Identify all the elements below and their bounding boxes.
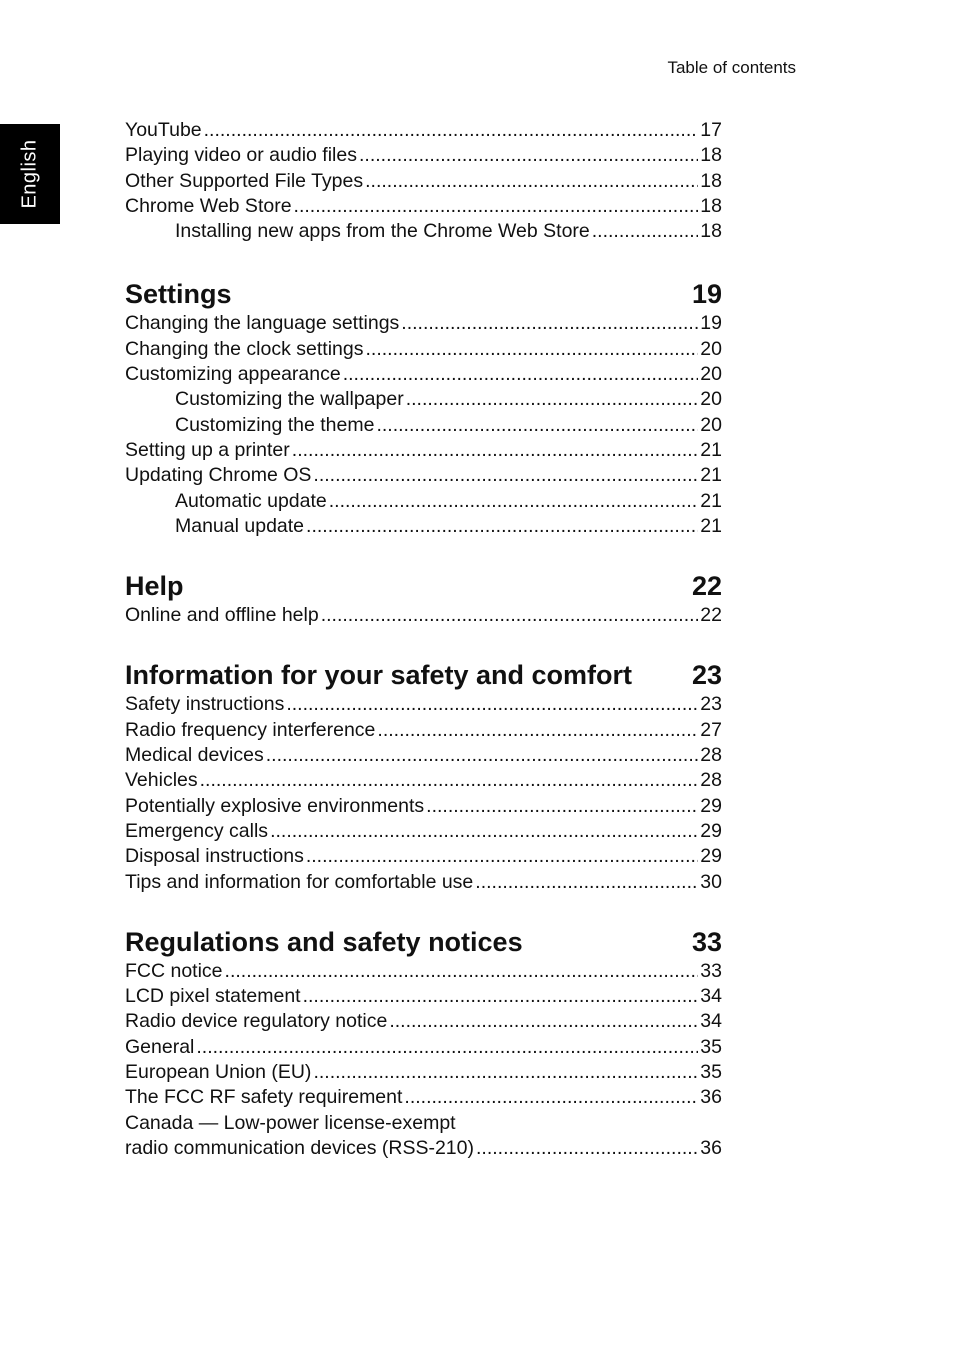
toc-entry-page: 21: [700, 489, 722, 512]
toc-entry-page: 29: [700, 819, 722, 842]
toc-entry-page: 34: [700, 985, 722, 1008]
toc-entry-canada-line2[interactable]: [125, 1136, 722, 1161]
toc-entry-page: 36: [700, 1086, 722, 1109]
toc-entry-comfortable-use[interactable]: [125, 870, 722, 895]
toc-entry-label: General: [125, 1035, 195, 1058]
language-tab-label: English: [18, 139, 41, 209]
toc-entry-safety-instructions[interactable]: [125, 692, 722, 717]
toc-entry-installing-apps[interactable]: [125, 219, 722, 244]
toc-entry-lcd-pixel[interactable]: [125, 984, 722, 1009]
toc-entry-page: 18: [700, 144, 722, 167]
toc-entry-label: Installing new apps from the Chrome Web Store: [175, 220, 590, 243]
toc-entry-label: Disposal instructions: [125, 845, 304, 868]
section-page: 22: [691, 571, 722, 602]
toc-entry-page: 30: [700, 870, 722, 893]
toc-entry-radio-device-notice[interactable]: [125, 1009, 722, 1034]
dot-leader: [376, 413, 698, 438]
section-title: Information for your safety and comfort: [125, 660, 633, 691]
toc-entry-page: 28: [700, 744, 722, 767]
toc-entry-updating-chrome-os[interactable]: [125, 463, 722, 488]
toc-entry-page: 35: [700, 1035, 722, 1058]
toc-entry-label: Online and offline help: [125, 604, 319, 627]
section-page: 23: [691, 660, 722, 691]
toc-entry-label: Changing the clock settings: [125, 337, 364, 360]
dot-leader: [404, 1085, 698, 1110]
toc-entry-manual-update[interactable]: [125, 514, 722, 539]
toc-entry-playing-video[interactable]: [125, 143, 722, 168]
toc-entry-page: 21: [700, 514, 722, 537]
dot-leader: [313, 463, 698, 488]
toc-entry-page: 18: [700, 220, 722, 243]
dot-leader: [475, 870, 698, 895]
toc-entry-label: Other Supported File Types: [125, 169, 364, 192]
toc-entry-printer[interactable]: [125, 438, 722, 463]
toc-entry-customizing-theme[interactable]: [125, 413, 722, 438]
toc-entry-customizing-wallpaper[interactable]: [125, 387, 722, 412]
toc-entry-page: 34: [700, 1010, 722, 1033]
dot-leader: [389, 1009, 698, 1034]
section-page: 33: [691, 926, 722, 957]
dot-leader: [270, 819, 698, 844]
toc-entry-page: 18: [700, 194, 722, 217]
toc-entry-youtube[interactable]: [125, 118, 722, 143]
toc-entry-page: 20: [700, 337, 722, 360]
toc-entry-page: 22: [700, 604, 722, 627]
dot-leader: [592, 219, 699, 244]
toc-entry-label: Automatic update: [175, 489, 327, 512]
section-title: Help: [125, 571, 184, 602]
language-tab: [0, 124, 60, 224]
toc-entry-label: YouTube: [125, 119, 202, 141]
section-page: 19: [691, 279, 722, 310]
toc-entry-page: 29: [700, 794, 722, 817]
toc-entry-page: 21: [700, 438, 722, 461]
toc-entry-explosive-environments[interactable]: [125, 794, 722, 819]
dot-leader: [294, 194, 699, 219]
toc-entry-page: 19: [700, 312, 722, 335]
toc-entry-label: Manual update: [175, 514, 305, 537]
toc-entry-label: Potentially explosive environments: [125, 794, 425, 817]
dot-leader: [329, 489, 699, 514]
toc-entry-canada-line1[interactable]: [125, 1111, 722, 1136]
toc-entry-label: Canada — Low-power license-exempt: [125, 1111, 456, 1134]
toc-entry-label: Emergency calls: [125, 819, 269, 842]
toc-entry-label: Playing video or audio files: [125, 144, 357, 167]
toc-entry-page: 28: [700, 769, 722, 792]
toc-entry-label: LCD pixel statement: [125, 985, 301, 1008]
toc-entry-label: European Union (EU): [125, 1061, 312, 1084]
dot-leader: [401, 311, 698, 336]
toc-entry-label: Changing the language settings: [125, 312, 400, 335]
toc-entry-label: Setting up a printer: [125, 438, 290, 461]
toc-entry-label: Tips and information for comfortable use: [125, 870, 474, 893]
toc-entry-chrome-web-store[interactable]: [125, 194, 722, 219]
toc-entry-page: 21: [700, 464, 722, 487]
toc-entry-fcc-notice[interactable]: [125, 959, 722, 984]
toc-entry-vehicles[interactable]: [125, 768, 722, 793]
toc-entry-label: radio communication devices (RSS-210): [125, 1136, 474, 1159]
dot-leader: [321, 603, 699, 628]
toc-entry-customizing-appearance[interactable]: [125, 362, 722, 387]
toc-entry-label: Radio device regulatory notice: [125, 1010, 388, 1033]
dot-leader: [377, 718, 698, 743]
toc-entry-page: 18: [700, 169, 722, 192]
toc-entry-medical-devices[interactable]: [125, 743, 722, 768]
section-heading-safety[interactable]: [125, 658, 722, 692]
toc-entry-emergency-calls[interactable]: [125, 819, 722, 844]
toc-entry-language-settings[interactable]: [125, 311, 722, 336]
dot-leader: [406, 387, 699, 412]
dot-leader: [200, 768, 699, 793]
toc-entry-label: Customizing the theme: [175, 413, 375, 436]
section-title: Settings: [125, 279, 232, 310]
toc-entry-page: 36: [700, 1136, 722, 1159]
toc-entry-label: Updating Chrome OS: [125, 464, 312, 487]
dot-leader: [292, 438, 699, 463]
toc-entry-page: 20: [700, 363, 722, 386]
dot-leader: [266, 743, 699, 768]
dot-leader: [365, 169, 698, 194]
toc-entry-online-offline-help[interactable]: [125, 603, 722, 628]
dot-leader: [303, 984, 699, 1009]
toc-entry-general[interactable]: [125, 1035, 722, 1060]
table-of-contents: [125, 118, 722, 1161]
page-header-title: Table of contents: [667, 58, 796, 77]
toc-entry-label: Vehicles: [125, 769, 198, 792]
toc-entry-page: 35: [700, 1061, 722, 1084]
dot-leader: [476, 1136, 698, 1161]
toc-entry-label: Chrome Web Store: [125, 194, 292, 217]
toc-entry-european-union[interactable]: [125, 1060, 722, 1085]
toc-entry-disposal[interactable]: [125, 844, 722, 869]
toc-entry-page: 23: [700, 693, 722, 716]
toc-entry-radio-frequency[interactable]: [125, 718, 722, 743]
toc-entry-label: Radio frequency interference: [125, 718, 376, 741]
toc-entry-label: Safety instructions: [125, 693, 285, 716]
toc-entry-fcc-rf-safety[interactable]: [125, 1085, 722, 1110]
dot-leader: [359, 143, 698, 168]
toc-entry-page: 29: [700, 845, 722, 868]
toc-entry-page: 27: [700, 718, 722, 741]
dot-leader: [365, 337, 698, 362]
toc-entry-automatic-update[interactable]: [125, 489, 722, 514]
section-heading-help[interactable]: [125, 569, 722, 603]
dot-leader: [225, 959, 699, 984]
dot-leader: [306, 514, 698, 539]
toc-entry-label: Customizing the wallpaper: [175, 388, 404, 411]
toc-entry-page: 33: [700, 959, 722, 982]
dot-leader: [313, 1060, 698, 1085]
dot-leader: [306, 844, 698, 869]
toc-entry-page: 20: [700, 388, 722, 411]
toc-entry-label: FCC notice: [125, 959, 223, 982]
section-heading-settings[interactable]: [125, 277, 722, 311]
section-heading-regulations[interactable]: [125, 925, 722, 959]
toc-entry-page: 20: [700, 413, 722, 436]
toc-entry-other-file-types[interactable]: [125, 169, 722, 194]
dot-leader: [286, 692, 698, 717]
toc-entry-label: Medical devices: [125, 744, 264, 767]
dot-leader: [343, 362, 699, 387]
toc-entry-clock-settings[interactable]: [125, 337, 722, 362]
dot-leader: [426, 794, 698, 819]
toc-entry-label: The FCC RF safety requirement: [125, 1086, 403, 1109]
toc-entry-page: 17: [700, 119, 722, 141]
section-title: Regulations and safety notices: [125, 926, 523, 957]
dot-leader: [204, 118, 699, 143]
toc-entry-label: Customizing appearance: [125, 363, 341, 386]
dot-leader: [196, 1035, 698, 1060]
